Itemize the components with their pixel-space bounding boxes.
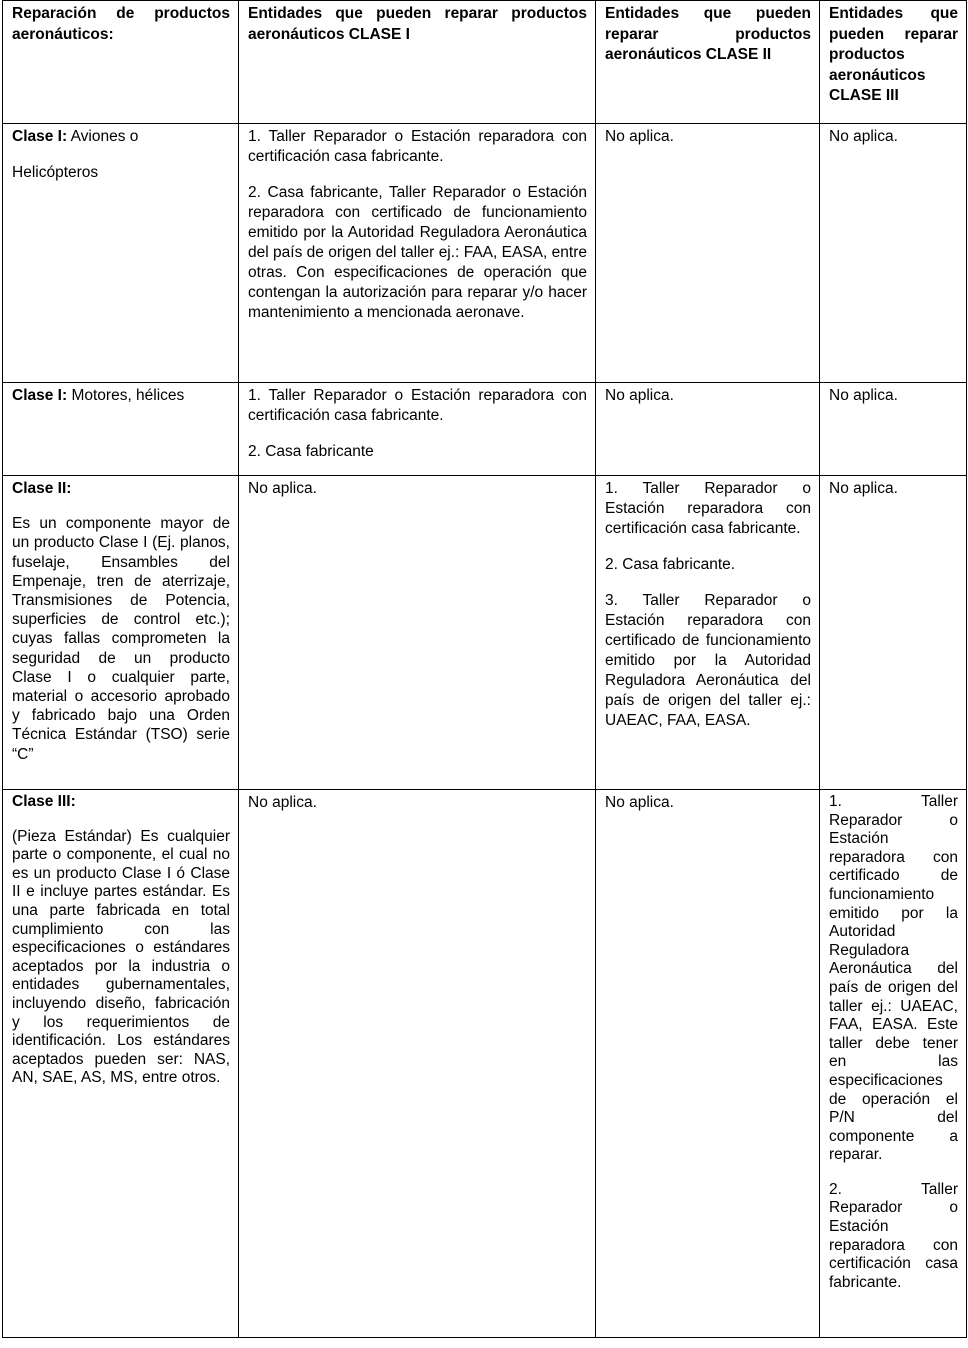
product-cell <box>3 790 239 1338</box>
product-cell <box>3 383 239 476</box>
entity-item: 2. Casa fabricante <box>248 443 374 460</box>
header-cell-clase-1: Entidades que pueden reparar productos aeronáuticos CLASE I <box>239 1 596 124</box>
clase-2-cell: No aplica. <box>596 790 820 1338</box>
header-cell-product: Reparación de productos aeronáuticos: <box>3 1 239 124</box>
header-row <box>3 1 967 124</box>
header-cell-clase-2: Entidades que pueden reparar productos aeronáuticos CLASE II <box>596 1 820 124</box>
class-label: Clase I: <box>12 128 68 145</box>
clase-2-cell: No aplica. <box>596 383 820 476</box>
clase-2-cell <box>596 476 820 790</box>
class-label: Clase II: <box>12 480 72 497</box>
table-row <box>3 790 967 1338</box>
class-text: (Pieza Estándar) Es cualquier parte o componente, el cual no es un producto Clase I ó Clase II e incluye partes estándar. Es una parte fabricada en total cumplimiento con las especificaciones o estándares aceptados por la industria o entidades gubernamentales, incluyendo diseño, fabricación y los requerimientos de identificación. Los estándares aceptados pueden ser: NAS, AN, SAE, AS, MS, entre otros. <box>12 827 230 1087</box>
class-text: Motores, hélices <box>71 387 185 404</box>
entity-item: 1. Taller Reparador o Estación reparadora con certificación casa fabricante. <box>605 480 811 537</box>
clase-3-cell: No aplica. <box>820 383 967 476</box>
table-row <box>3 124 967 383</box>
header-cell-clase-3: Entidades que pueden reparar productos aeronáuticos CLASE III <box>820 1 967 124</box>
table-row <box>3 383 967 476</box>
clase-1-cell <box>239 383 596 476</box>
entity-item: 1. Taller Reparador o Estación reparadora con certificación casa fabricante. <box>248 387 587 424</box>
clase-3-cell: No aplica. <box>820 476 967 790</box>
entity-item: 1. Taller Reparador o Estación reparadora con certificación casa fabricante. <box>248 128 587 165</box>
clase-3-cell: No aplica. <box>820 124 967 383</box>
product-cell <box>3 124 239 383</box>
entity-item: 3. Taller Reparador o Estación reparadora con certificado de funcionamiento emitido por la Autoridad Reguladora Aeronáutica del país de origen del taller ej.: UAEAC, FAA, EASA. <box>605 592 811 729</box>
class-extra: Helicópteros <box>12 164 99 181</box>
class-label: Clase I: <box>12 387 68 404</box>
class-text: Aviones o <box>70 128 139 145</box>
entity-item: 2. Casa fabricante, Taller Reparador o Estación reparadora con certificado de funcionamiento emitido por la Autoridad Reguladora Aeronáutica del país de origen del taller ej.: FAA, EASA, entre otras. Con especificaciones de operación que contengan la autorización para reparar y/o hacer mantenimiento a mencionada aeronave. <box>248 184 587 321</box>
entity-item: 2. Taller Reparador o Estación reparadora con certificación casa fabricante. <box>829 1180 958 1291</box>
entity-item: 2. Casa fabricante. <box>605 556 736 573</box>
class-label: Clase III: <box>12 793 76 810</box>
table-row <box>3 476 967 790</box>
clase-1-cell: No aplica. <box>239 476 596 790</box>
clase-1-cell: No aplica. <box>239 790 596 1338</box>
repair-entities-table <box>2 0 967 1338</box>
clase-2-cell: No aplica. <box>596 124 820 383</box>
product-cell <box>3 476 239 790</box>
clase-3-cell <box>820 790 967 1338</box>
entity-item: 1. Taller Reparador o Estación reparadora con certificado de funcionamiento emitido por la Autoridad Reguladora Aeronáutica del país de origen del taller ej.: UAEAC, FAA, EASA. Este taller debe tener en las especificaciones de operación el P/N del componente a reparar. <box>829 793 958 1164</box>
clase-1-cell <box>239 124 596 383</box>
class-text: Es un componente mayor de un producto Clase I (Ej. planos, fuselaje, Ensambles del Empenaje, tren de aterrizaje, Transmisiones de Potencia, superficies de control etc.); cuyas fallas comprometen la seguridad de un producto Clase I o cualquier parte, material o accesorio aprobado y fabricado bajo una Orden Técnica Estándar (TSO) serie “C” <box>12 515 230 763</box>
